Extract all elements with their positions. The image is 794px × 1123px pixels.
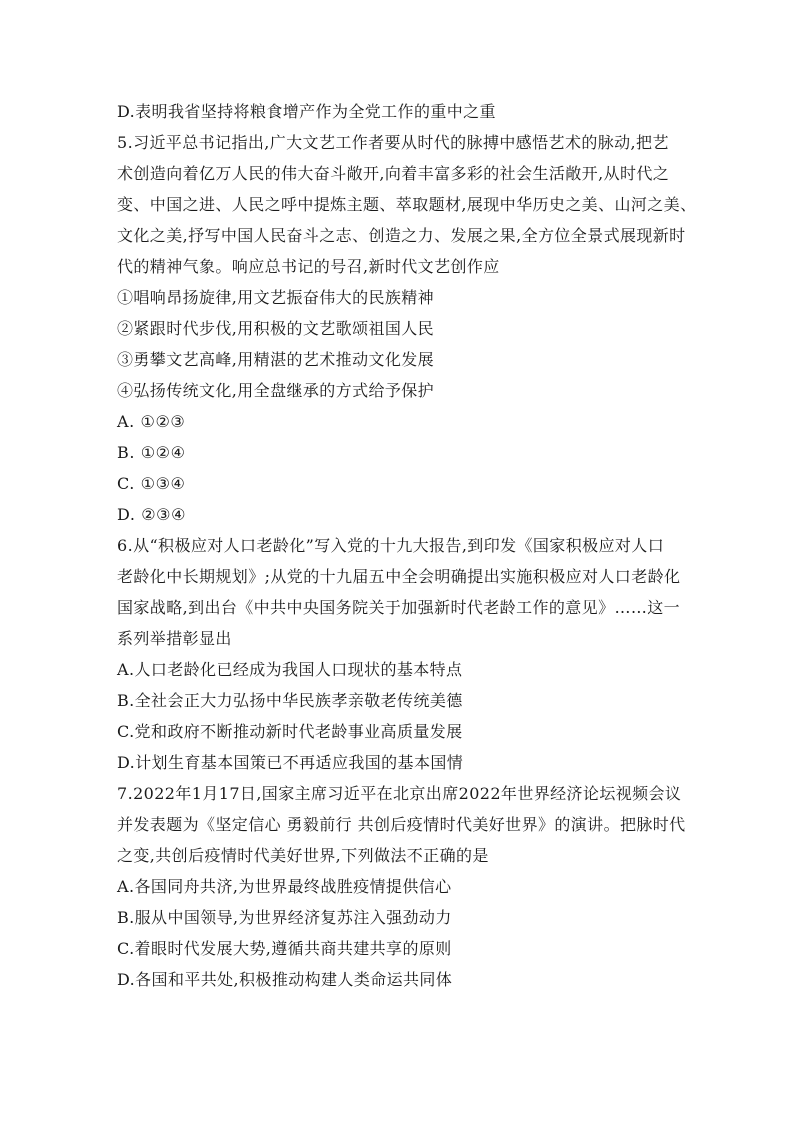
q5-option-a: A. ①②③: [117, 412, 186, 431]
q5-stem-line-5: 代的精神气象。响应总书记的号召,新时代文艺创作应: [117, 257, 500, 276]
q5-statement-4: ④弘扬传统文化,用全盘继承的方式给予保护: [117, 381, 435, 400]
q5-statement-3: ③勇攀文艺高峰,用精湛的艺术推动文化发展: [117, 350, 435, 369]
q5-option-b: B. ①②④: [117, 443, 186, 462]
q6-stem-line-4: 系列举措彰显出: [117, 629, 232, 648]
q6-option-a: A.人口老龄化已经成为我国人口现状的基本特点: [117, 660, 463, 679]
q7-stem-line-3: 之变,共创后疫情时代美好世界,下列做法不正确的是: [117, 846, 489, 865]
q6-stem-line-1: 6.从“积极应对人口老龄化”写入党的十九大报告,到印发《国家积极应对人口: [117, 536, 665, 555]
q7-stem-line-2: 并发表题为《坚定信心 勇毅前行 共创后疫情时代美好世界》的演讲。把脉时代: [117, 815, 686, 834]
q7-option-c: C.着眼时代发展大势,遵循共商共建共享的原则: [117, 939, 452, 958]
q4-option-d: D.表明我省坚持将粮食增产作为全党工作的重中之重: [117, 102, 496, 121]
q5-stem-line-1: 5.习近平总书记指出,广大文艺工作者要从时代的脉搏中感悟艺术的脉动,把艺: [117, 133, 669, 152]
q7-option-b: B.服从中国领导,为世界经济复苏注入强劲动力: [117, 908, 452, 927]
q7-stem-line-1: 7.2022年1月17日,国家主席习近平在北京出席2022年世界经济论坛视频会议: [117, 784, 682, 803]
q6-stem-line-2: 老龄化中长期规划》;从党的十九届五中全会明确提出实施积极应对人口老龄化: [117, 567, 681, 586]
q6-option-d: D.计划生育基本国策已不再适应我国的基本国情: [117, 753, 464, 772]
q6-option-b: B.全社会正大力弘扬中华民族孝亲敬老传统美德: [117, 691, 463, 710]
q5-statement-2: ②紧跟时代步伐,用积极的文艺歌颂祖国人民: [117, 319, 435, 338]
q6-option-c: C.党和政府不断推动新时代老龄事业高质量发展: [117, 722, 463, 741]
q6-stem-line-3: 国家战略,到出台《中共中央国务院关于加强新时代老龄工作的意见》……这一: [117, 598, 681, 617]
q5-stem-line-3: 变、中国之进、人民之呼中提炼主题、萃取题材,展现中华历史之美、山河之美、: [117, 195, 697, 214]
q5-option-d: D. ②③④: [117, 505, 187, 524]
q5-stem-line-2: 术创造向着亿万人民的伟大奋斗敞开,向着丰富多彩的社会生活敞开,从时代之: [117, 164, 670, 183]
q5-stem-line-4: 文化之美,抒写中国人民奋斗之志、创造之力、发展之果,全方位全景式展现新时: [117, 226, 686, 245]
q5-statement-1: ①唱响昂扬旋律,用文艺振奋伟大的民族精神: [117, 288, 435, 307]
q5-option-c: C. ①③④: [117, 474, 186, 493]
q7-option-a: A.各国同舟共济,为世界最终战胜疫情提供信心: [117, 877, 452, 896]
q7-option-d: D.各国和平共处,积极推动构建人类命运共同体: [117, 970, 453, 989]
